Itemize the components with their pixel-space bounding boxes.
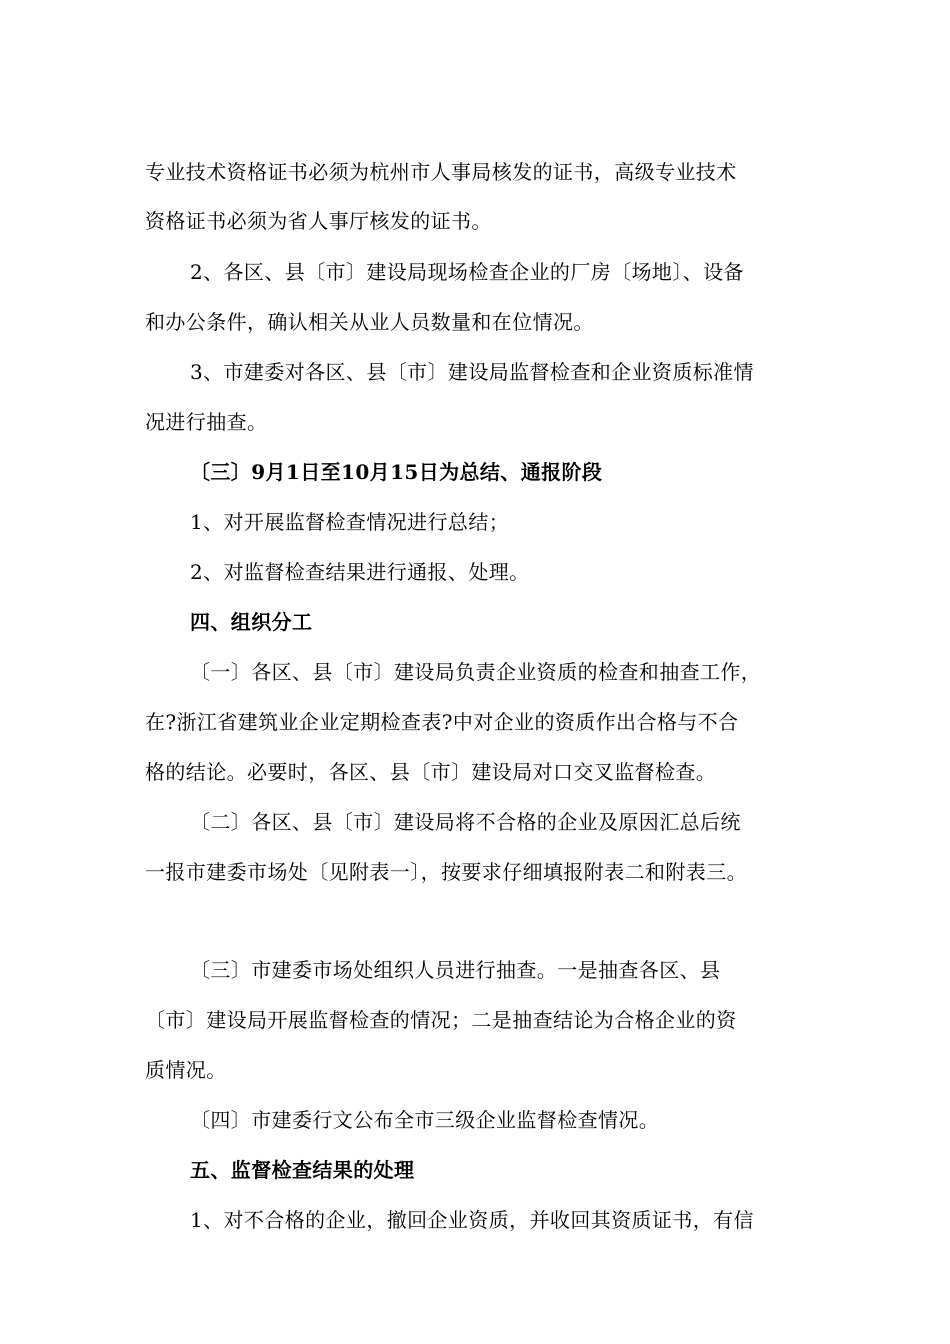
- paragraph-line: 质情况。: [145, 1058, 227, 1082]
- paragraph-line: 一报市建委市场处〔见附表一〕，按要求仔细填报附表二和附表三。: [145, 860, 747, 884]
- paragraph-line: 〔三〕市建委市场处组织人员进行抽查。一是抽查各区、县: [190, 958, 721, 982]
- paragraph-line: 〔市〕建设局开展监督检查的情况；二是抽查结论为合格企业的资: [145, 1008, 737, 1032]
- paragraph-line: 2、对监督检查结果进行通报、处理。: [190, 560, 530, 584]
- paragraph-line: 3、市建委对各区、县〔市〕建设局监督检查和企业资质标准情: [190, 360, 754, 384]
- paragraph-line: 专业技术资格证书必须为杭州市人事局核发的证书，高级专业技术: [145, 160, 737, 184]
- section-heading: 四、组织分工: [190, 610, 313, 634]
- section-heading: 〔三〕9月1日至10月15日为总结、通报阶段: [190, 460, 603, 484]
- paragraph-line: 〔一〕各区、县〔市〕建设局负责企业资质的检查和抽查工作，: [190, 660, 762, 684]
- paragraph-line: 1、对不合格的企业，撤回企业资质，并收回其资质证书，有信: [190, 1208, 754, 1232]
- paragraph-line: 况进行抽查。: [145, 410, 268, 434]
- paragraph-line: 资格证书必须为省人事厅核发的证书。: [145, 209, 492, 233]
- paragraph-line: 〔四〕市建委行文公布全市三级企业监督检查情况。: [190, 1108, 660, 1132]
- paragraph-line: 2、各区、县〔市〕建设局现场检查企业的厂房〔场地〕、设备: [190, 260, 744, 284]
- paragraph-line: 和办公条件，确认相关从业人员数量和在位情况。: [145, 310, 594, 334]
- section-heading: 五、监督检查结果的处理: [190, 1158, 415, 1182]
- paragraph-line: 格的结论。必要时，各区、县〔市〕建设局对口交叉监督检查。: [145, 760, 717, 784]
- paragraph-line: 在?浙江省建筑业企业定期检查表?中对企业的资质作出合格与不合: [145, 710, 739, 734]
- paragraph-line: 1、对开展监督检查情况进行总结；: [190, 510, 510, 534]
- paragraph-line: 〔二〕各区、县〔市〕建设局将不合格的企业及原因汇总后统: [190, 810, 741, 834]
